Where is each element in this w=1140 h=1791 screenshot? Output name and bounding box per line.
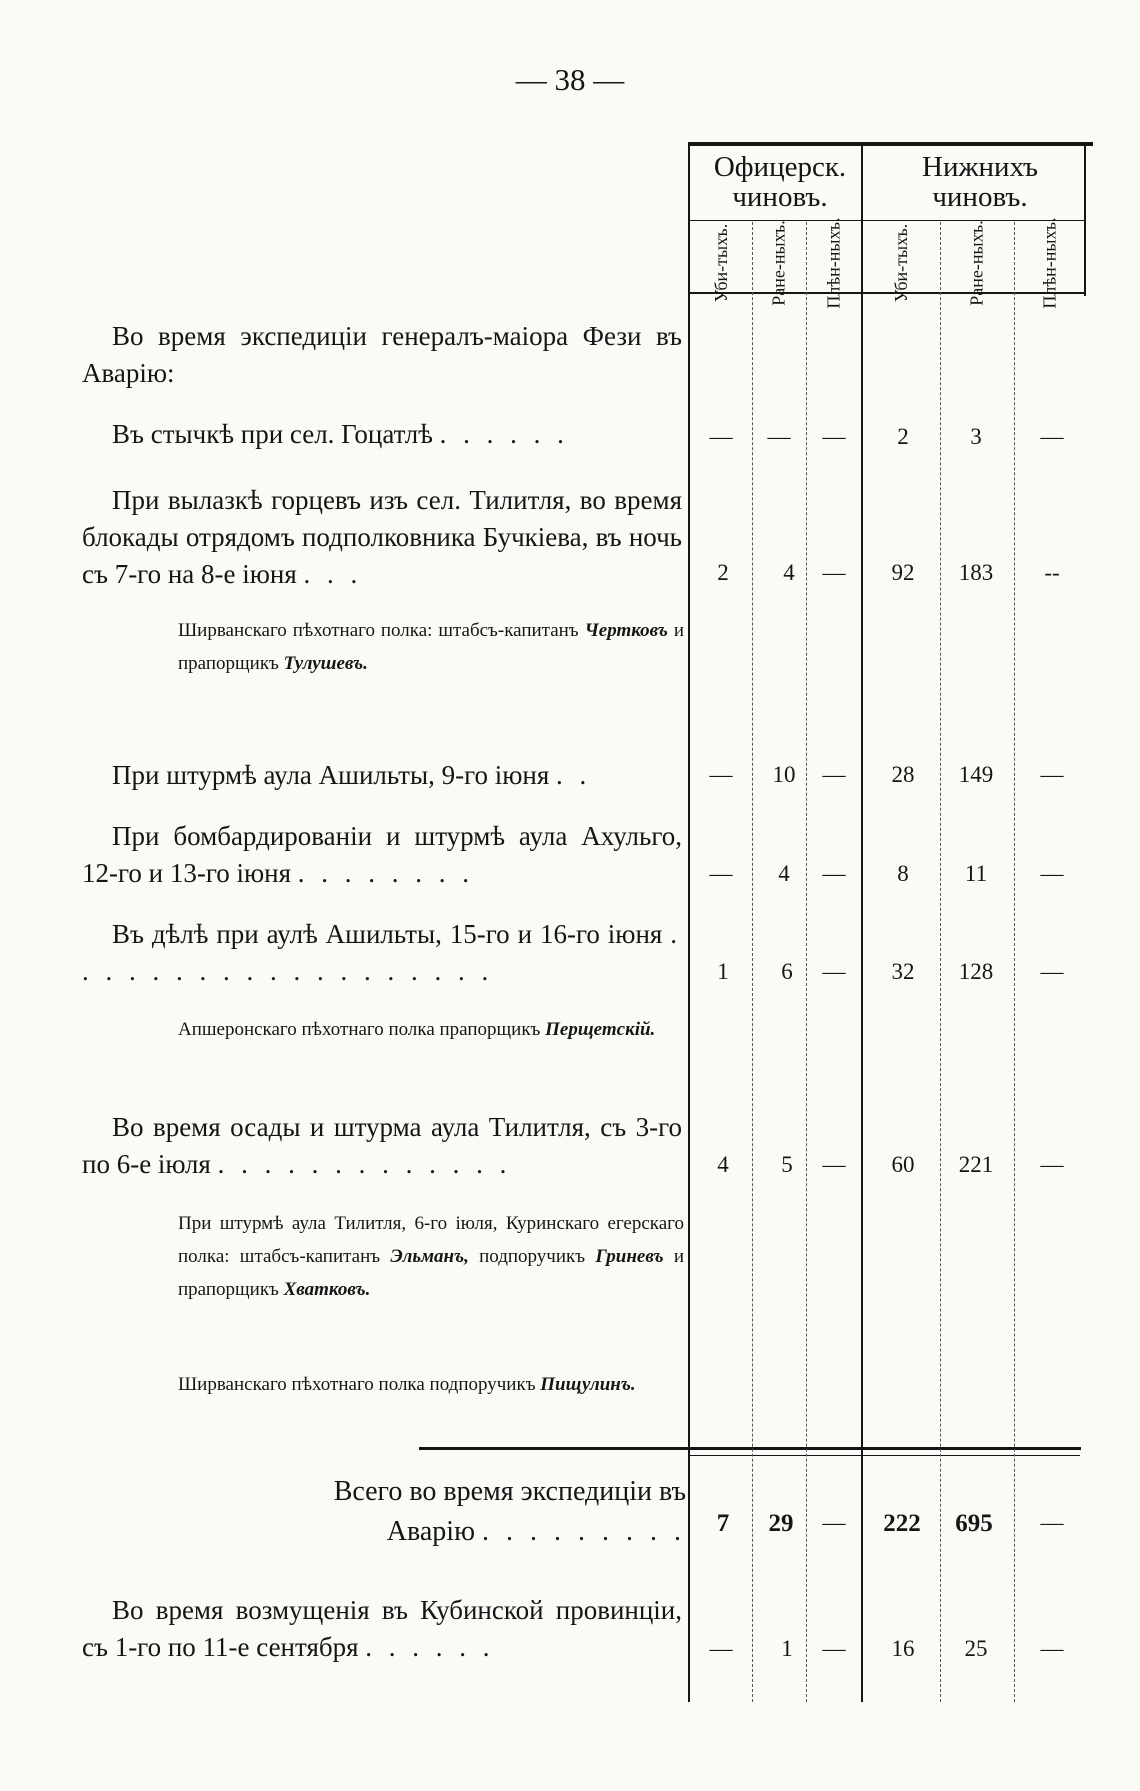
- note-1: Ширванскаго пѣхотнаго полка: штабсъ-капитанъ Чертковъ и прапорщикъ Тулушевъ.: [178, 620, 684, 674]
- col-officers-captured: Плѣн-ныхъ.: [824, 217, 845, 309]
- header-lower-ranks: Нижнихъ чиновъ.: [922, 151, 1038, 213]
- entry-4-text: При бомбардированіи и штурмѣ аула Ахульго, 12-го и 13-го іюня . . . . . . . .: [82, 821, 682, 888]
- col-officers-killed: Уби-тыхъ.: [711, 223, 732, 303]
- total-text: Всего во время экспедиціи въ Аварію . . . . . . . . .: [333, 1476, 686, 1547]
- note-2: Апшеронскаго пѣхотнаго полка прапорщикъ Перщетскій.: [178, 1019, 656, 1040]
- page-number: — 38 —: [515, 62, 625, 97]
- entry-2-text: При вылазкѣ горцевъ изъ сел. Тилитля, во время блокады отрядомъ подполковника Бучкіева, въ ночь съ 7-го на 8-е іюня . . .: [82, 485, 682, 589]
- col-lower-killed: Уби-тыхъ.: [891, 223, 912, 303]
- header-officers: Офицерск. чиновъ.: [713, 151, 847, 213]
- entry-3-text: При штурмѣ аула Ашильты, 9-го іюня . .: [112, 760, 592, 790]
- note-4: Ширванскаго пѣхотнаго полка подпоручикъ Пищулинъ.: [178, 1374, 636, 1395]
- entry-5-text: Въ дѣлѣ при аулѣ Ашильты, 15-го и 16-го іюня . . . . . . . . . . . . . . . . . . .: [82, 919, 682, 986]
- col-lower-captured: Плѣн-ныхъ.: [1040, 217, 1061, 309]
- entry-1-text: Въ стычкѣ при сел. Гоцатлѣ . . . . . .: [112, 419, 569, 449]
- col-lower-wounded: Ране-ныхъ.: [967, 220, 987, 306]
- note-3: При штурмѣ аула Тилитля, 6-го іюля, Куринскаго егерскаго полка: штабсъ-капитанъ Эльманъ, подпоручикъ Гриневъ и прапорщикъ Хватковъ.: [178, 1213, 685, 1300]
- entry-7-text: Во время возмущенія въ Кубинской провинціи, съ 1-го по 11-е сентября . . . . . .: [82, 1595, 682, 1662]
- col-officers-wounded: Ране-ныхъ.: [769, 220, 789, 306]
- expedition-heading: Во время экспедиціи генералъ-маіора Фези въ Аварію:: [82, 321, 682, 388]
- entry-6-text: Во время осады и штурма аула Тилитля, съ 3-го по 6-е іюля . . . . . . . . . . . . .: [82, 1112, 682, 1179]
